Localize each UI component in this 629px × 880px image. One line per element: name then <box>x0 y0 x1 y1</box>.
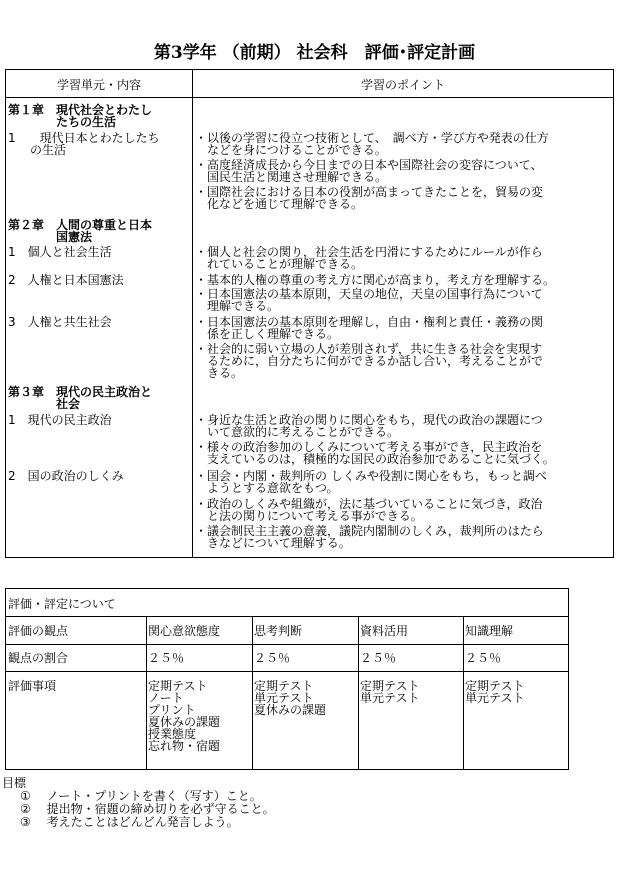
evaluation-table <box>5 588 569 770</box>
col-divider <box>358 616 359 769</box>
point-item: ・ 政治のしくみや組織が，法に基づいていることに気づき，政治 と法の関りについて考える事ができる。 <box>195 497 543 523</box>
point-item: ・ 高度経済成長から今日までの日本や国際社会の変容について、 国民生活と関連させ理解できる。 <box>195 158 543 184</box>
point-item: ・ 国会・内閣・裁判所の しくみや役割に関心をもち，もっと調べ ようとする意欲をもつ。 <box>195 469 547 495</box>
items-list-materials: 定期テスト 単元テスト <box>360 679 420 705</box>
ratio-value: ２５％ <box>360 651 397 665</box>
section-3-2-label: 2 国の政治のしくみ <box>8 469 124 483</box>
chapter-3-title: 第３章 現代の民主政治と 社会 <box>8 385 153 411</box>
section-1-1-label: 1 現代日本とわたしたち の生活 <box>8 131 160 157</box>
items-list-thinking: 定期テスト 単元テスト 夏休みの課題 <box>254 679 327 717</box>
header-divider <box>6 97 613 98</box>
point-item: ・ 社会的に弱い立場の人が差別されず，共に生きる社会を実現す るために，自分たちに何ができるか話し合い，考えることがで きる。 <box>195 342 544 380</box>
ratio-value: ２５％ <box>254 651 291 665</box>
point-item: ・ 日本国憲法の基本原則を理解し，自由・権利と責任・義務の関 係を正しく理解できる。 <box>195 315 544 341</box>
items-label: 評価事項 <box>8 679 57 693</box>
goal-item: ① ノート・プリントを書く（写す）こと。 <box>20 789 262 803</box>
goals-heading: 目標 <box>2 776 27 790</box>
point-item: ・ 国際社会における日本の役割が高まってきたことを，貿易の変 化などを通じて理解できる。 <box>195 185 544 211</box>
point-item: ・ 身近な生活と政治の関りに関心をもち，現代の政治の課題につ いて意欲的に考えることができる。 <box>195 413 543 439</box>
row-divider <box>6 671 568 672</box>
section-3-1-label: 1 現代の民主政治 <box>8 413 112 427</box>
viewpoint-thinking: 思考判断 <box>254 624 303 638</box>
ratio-value: ２５％ <box>148 651 185 665</box>
viewpoint-label: 評価の観点 <box>8 624 69 638</box>
point-item: ・ 議会制民主主義の意義，議院内閣制のしくみ，裁判所のはたら きなどについて理解する。 <box>195 524 544 550</box>
unit-header: 学習単元・内容 <box>56 78 141 92</box>
items-list-knowledge: 定期テスト 単元テスト <box>465 679 525 705</box>
goal-item: ② 提出物・宿題の締め切りを必ず守ること。 <box>20 802 275 816</box>
row-divider <box>6 644 568 645</box>
items-list-interest: 定期テスト ノート プリント 夏休みの課題 授業態度 忘れ物・宿題 <box>148 679 221 753</box>
col-divider <box>146 616 147 769</box>
section-2-1-label: 1 個人と社会生活 <box>8 245 112 259</box>
chapter-1-title: 第１章 現代社会とわたし たちの生活 <box>8 103 153 129</box>
ratio-value: ２５％ <box>465 651 502 665</box>
section-2-3-label: 3 人権と共生社会 <box>8 315 112 329</box>
viewpoint-knowledge: 知識理解 <box>465 624 514 638</box>
viewpoint-interest: 関心意欲態度 <box>148 624 221 638</box>
ratio-label: 観点の割合 <box>8 651 69 665</box>
chapter-2-title: 第２章 人間の尊重と日本 国憲法 <box>8 218 153 244</box>
evaluation-heading: 評価・評定について <box>8 597 116 611</box>
point-item: ・ 以後の学習に役立つ技術として、 調べ方・学び方や発表の仕方 などを身につけることができる。 <box>195 131 549 157</box>
point-item: ・ 日本国憲法の基本原則，天皇の地位，天皇の国事行為について 理解できる。 <box>195 287 543 313</box>
point-item: ・ 個人と社会の関り，社会生活を円滑にするためにルールが作ら れていることが理解できる。 <box>195 245 543 271</box>
section-2-2-label: 2 人権と日本国憲法 <box>8 273 124 287</box>
page-title: 第3学年 （前期） 社会科 評価･評定計画 <box>153 43 476 63</box>
point-item: ・ 様々の政治参加のしくみについて考える事ができ，民主政治を 支えているのは，積極的な国民の政治参加であることに気づく。 <box>195 440 555 466</box>
col-divider <box>463 616 464 769</box>
points-header: 学習のポイント <box>360 78 445 92</box>
goals-section <box>2 777 275 829</box>
plan-table <box>5 69 614 558</box>
col-divider <box>252 616 253 769</box>
row-divider <box>6 616 568 617</box>
point-item: ・ 基本的人権の尊重の考え方に関心が高まり，考え方を理解する。 <box>195 273 556 287</box>
goal-item: ③ 考えたことはどんどん発言しよう。 <box>20 815 239 829</box>
viewpoint-materials: 資料活用 <box>360 624 409 638</box>
